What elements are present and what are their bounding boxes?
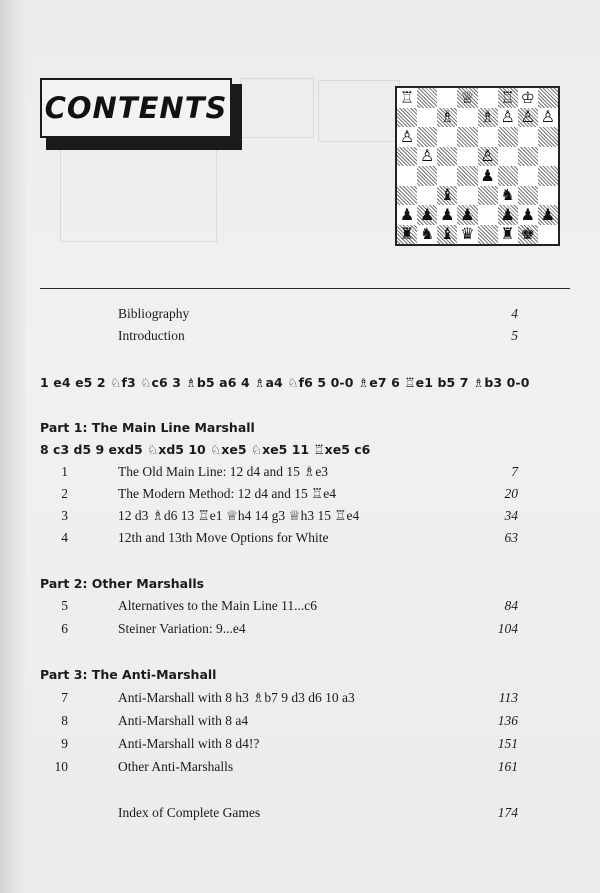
toc-entry-page: 4	[511, 306, 518, 321]
board-square	[498, 108, 518, 128]
chapter-title: 12th and 13th Move Options for White	[118, 530, 329, 545]
chess-piece-icon: ♔	[520, 87, 535, 107]
chess-piece-icon: ♟	[460, 204, 475, 224]
board-square	[498, 205, 518, 225]
toc-entry-index[interactable]	[40, 805, 570, 825]
toc-chapter-4[interactable]	[40, 530, 570, 550]
chess-piece-icon: ♟	[480, 165, 495, 185]
chapter-page: 161	[497, 759, 518, 774]
chapter-number: 1	[61, 464, 68, 479]
board-square	[397, 88, 417, 108]
chapter-page: 63	[504, 530, 518, 545]
board-square	[457, 108, 477, 128]
board-square	[417, 166, 437, 186]
chess-piece-icon: ♞	[500, 185, 515, 205]
chess-piece-icon: ♙	[480, 146, 495, 166]
chapter-title: Other Anti-Marshalls	[118, 759, 234, 774]
chapter-title: 12 d3 ♗d6 13 ♖e1 ♕h4 14 g3 ♕h3 15 ♖e4	[118, 508, 360, 523]
board-square	[397, 205, 417, 225]
board-square	[457, 88, 477, 108]
board-square	[457, 186, 477, 206]
chess-piece-icon: ♙	[399, 126, 415, 146]
board-square	[417, 205, 437, 225]
chapter-page: 7	[511, 464, 518, 479]
part-heading: Part 3: The Anti-Marshall	[40, 667, 217, 682]
opening-moves: 1 e4 e5 2 ♘f3 ♘c6 3 ♗b5 a6 4 ♗a4 ♘f6 5 0-0 ♗e7 6 ♖e1 b5 7 ♗b3 0-0	[40, 375, 530, 390]
chess-diagram	[395, 86, 560, 246]
chapter-title: The Old Main Line: 12 d4 and 15 ♗e3	[118, 464, 329, 479]
board-square	[518, 88, 538, 108]
chess-piece-icon: ♟	[540, 204, 556, 224]
board-square	[518, 205, 538, 225]
board-square	[518, 108, 538, 128]
board-square	[397, 166, 417, 186]
board-square	[538, 225, 558, 245]
toc-chapter-9[interactable]	[40, 736, 570, 756]
chapter-number: 9	[61, 736, 68, 751]
toc-entry-page: 5	[511, 328, 518, 343]
board-square	[478, 225, 498, 245]
chapter-number: 10	[54, 759, 68, 774]
part-moves: 8 c3 d5 9 exd5 ♘xd5 10 ♘xe5 ♘xe5 11 ♖xe5 c6	[40, 442, 371, 457]
board-square	[478, 88, 498, 108]
board-square	[538, 205, 558, 225]
toc-chapter-5[interactable]	[40, 598, 570, 618]
page-title: CONTENTS	[44, 91, 228, 125]
board-square	[457, 166, 477, 186]
chess-piece-icon: ♟	[440, 204, 455, 224]
chapter-title: Anti-Marshall with 8 a4	[118, 713, 249, 728]
chess-piece-icon: ♟	[399, 204, 415, 224]
board-square	[538, 127, 558, 147]
board-square	[478, 205, 498, 225]
chess-piece-icon: ♜	[500, 224, 515, 244]
board-square	[498, 225, 518, 245]
chapter-page: 34	[504, 508, 518, 523]
board-square	[437, 186, 457, 206]
toc-chapter-8[interactable]	[40, 713, 570, 733]
board-square	[417, 88, 437, 108]
board-square	[457, 225, 477, 245]
chapter-title: The Modern Method: 12 d4 and 15 ♖e4	[118, 486, 336, 501]
chess-piece-icon: ♟	[520, 204, 535, 224]
toc-chapter-3[interactable]	[40, 508, 570, 528]
board-square	[478, 108, 498, 128]
board-square	[498, 88, 518, 108]
chess-piece-icon: ♝	[440, 185, 455, 205]
chess-piece-icon: ♟	[500, 204, 515, 224]
chapter-title: Anti-Marshall with 8 h3 ♗b7 9 d3 d6 10 a3	[118, 690, 355, 705]
bleed-through-diagram	[60, 140, 217, 242]
board-square	[538, 166, 558, 186]
board-square	[417, 147, 437, 167]
chess-piece-icon: ♗	[440, 107, 455, 127]
chess-piece-icon: ♙	[420, 146, 435, 166]
chapter-page: 151	[497, 736, 518, 751]
board-square	[478, 186, 498, 206]
board-square	[498, 166, 518, 186]
board-square	[397, 147, 417, 167]
bleed-through-heading-box-2	[240, 78, 314, 138]
toc-entry-introduction[interactable]	[40, 328, 570, 348]
board-square	[417, 186, 437, 206]
part-heading: Part 2: Other Marshalls	[40, 576, 205, 591]
page-spine-shadow	[0, 0, 26, 893]
board-square	[478, 166, 498, 186]
board-square	[538, 186, 558, 206]
board-square	[457, 147, 477, 167]
chess-piece-icon: ♚	[520, 224, 535, 244]
board-square	[518, 127, 538, 147]
board-square	[417, 127, 437, 147]
toc-entry-title: Introduction	[118, 328, 185, 343]
chapter-page: 113	[498, 690, 518, 705]
chess-piece-icon: ♖	[500, 87, 515, 107]
board-square	[518, 166, 538, 186]
chess-piece-icon: ♙	[520, 107, 535, 127]
board-square	[437, 127, 457, 147]
title-box	[40, 78, 232, 138]
chapter-number: 3	[61, 508, 68, 523]
chapter-number: 2	[61, 486, 68, 501]
toc-chapter-2[interactable]	[40, 486, 570, 506]
board-square	[397, 127, 417, 147]
board-square	[457, 205, 477, 225]
chess-piece-icon: ♙	[540, 107, 556, 127]
board-square	[498, 147, 518, 167]
chapter-page: 84	[504, 598, 518, 613]
board-square	[437, 88, 457, 108]
board-square	[478, 147, 498, 167]
chess-piece-icon: ♞	[420, 224, 435, 244]
chapter-number: 5	[61, 598, 68, 613]
chess-piece-icon: ♖	[399, 87, 415, 107]
board-square	[397, 108, 417, 128]
board-square	[437, 225, 457, 245]
chapter-page: 104	[497, 621, 518, 636]
chess-piece-icon: ♙	[500, 107, 515, 127]
chapter-number: 6	[61, 621, 68, 636]
board-square	[417, 225, 437, 245]
chapter-page: 136	[497, 713, 518, 728]
chess-piece-icon: ♛	[460, 224, 475, 244]
chapter-title: Anti-Marshall with 8 d4!?	[118, 736, 260, 751]
part-heading: Part 1: The Main Line Marshall	[40, 420, 255, 435]
chapter-title: Steiner Variation: 9...e4	[118, 621, 246, 636]
board-square	[518, 225, 538, 245]
toc-entry-bibliography[interactable]	[40, 306, 570, 326]
board-square	[457, 127, 477, 147]
toc-chapter-10[interactable]	[40, 759, 570, 779]
board-square	[437, 147, 457, 167]
toc-chapter-1[interactable]	[40, 464, 570, 484]
board-square	[437, 108, 457, 128]
board-square	[518, 147, 538, 167]
chapter-title: Alternatives to the Main Line 11...c6	[118, 598, 317, 613]
board-square	[538, 147, 558, 167]
board-square	[538, 108, 558, 128]
chess-piece-icon: ♟	[420, 204, 435, 224]
chess-piece-icon: ♗	[480, 107, 495, 127]
chess-piece-icon: ♝	[440, 224, 455, 244]
board-square	[397, 225, 417, 245]
board-square	[478, 127, 498, 147]
chess-piece-icon: ♕	[460, 87, 475, 107]
board-square	[397, 186, 417, 206]
board-square	[417, 108, 437, 128]
board-square	[538, 88, 558, 108]
toc-entry-title: Bibliography	[118, 306, 190, 321]
bleed-through-heading-box	[318, 80, 400, 142]
chapter-number: 8	[61, 713, 68, 728]
toc-entry-page: 174	[497, 805, 518, 820]
chapter-number: 7	[61, 690, 68, 705]
toc-entry-title: Index of Complete Games	[118, 805, 261, 820]
chapter-page: 20	[504, 486, 518, 501]
toc-chapter-7[interactable]	[40, 690, 570, 710]
board-square	[518, 186, 538, 206]
board-square	[498, 127, 518, 147]
chapter-number: 4	[61, 530, 68, 545]
chess-piece-icon: ♜	[399, 224, 415, 244]
toc-chapter-6[interactable]	[40, 621, 570, 641]
header-divider	[40, 288, 570, 289]
board-square	[437, 205, 457, 225]
board-square	[437, 166, 457, 186]
board-square	[498, 186, 518, 206]
